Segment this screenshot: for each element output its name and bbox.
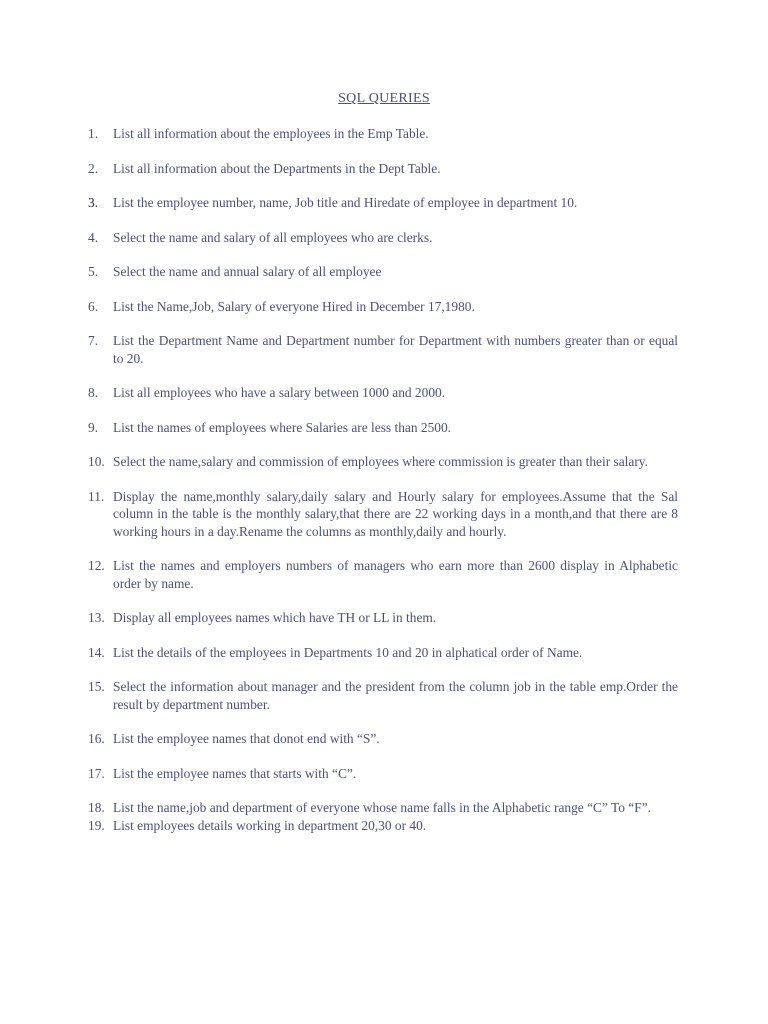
- item-number: 5.: [88, 264, 99, 279]
- item-text: List employees details working in department 20,30 or 40.: [113, 817, 427, 833]
- item-text: Select the name and salary of all employees who are clerks.: [113, 229, 433, 245]
- item-text: List the Name,Job, Salary of everyone Hired in December 17,1980.: [113, 298, 475, 314]
- page-title: SQL QUERIES: [338, 91, 430, 106]
- item-text: Display all employees names which have TH or LL in them.: [113, 610, 437, 625]
- list-item: [88, 799, 678, 817]
- item-text: List the employee names that starts with “C”.: [113, 765, 357, 781]
- item-text: List all information about the employees in the Emp Table.: [113, 126, 429, 141]
- list-item: [88, 557, 678, 592]
- list-item: [88, 678, 678, 713]
- list-item: [88, 609, 678, 627]
- item-number: 15.: [88, 679, 105, 694]
- item-number: 7.: [88, 333, 99, 348]
- item-text: List the employee number, name, Job title and Hiredate of employee in department 10.: [113, 195, 578, 210]
- item-number: 10.: [88, 454, 105, 469]
- item-text: List the details of the employees in Departments 10 and 20 in alphatical order of Name.: [113, 644, 583, 660]
- list-item: [88, 194, 678, 212]
- list-item: [88, 453, 678, 471]
- item-text: List all information about the Departments in the Dept Table.: [113, 160, 441, 176]
- item-number: 8.: [88, 385, 99, 400]
- list-item: [88, 419, 678, 437]
- list-item: [88, 298, 678, 316]
- list-item: [88, 488, 678, 541]
- item-text: List the names of employees where Salaries are less than 2500.: [113, 419, 452, 435]
- item-number: 18.: [88, 800, 105, 815]
- item-number: 11.: [88, 488, 105, 504]
- item-text: Select the name and annual salary of all employee: [113, 264, 382, 279]
- item-number: 12.: [88, 558, 105, 573]
- item-number: 17.: [88, 765, 105, 781]
- list-item: [88, 384, 678, 402]
- item-number: 3.: [88, 195, 99, 210]
- list-item: [88, 263, 678, 281]
- item-text: List the employee names that donot end with “S”.: [113, 731, 380, 746]
- item-text: Display the name,monthly salary,daily salary and Hourly salary for employees.Assume that the Sal column in the table is the monthly salary,that there are 22 working days in a month,and that there are 8 working hours in a day.Rename the columns as monthly,daily and hourly.: [113, 488, 678, 539]
- list-item: [88, 332, 678, 367]
- item-number: 4.: [88, 229, 99, 245]
- list-item: [88, 765, 678, 783]
- list-item: [88, 160, 678, 178]
- item-number: 14.: [88, 644, 105, 660]
- item-number: 9.: [88, 419, 99, 435]
- item-number: 2.: [88, 160, 99, 176]
- item-text: Select the name,salary and commission of employees where commission is greater than their salary.: [113, 454, 648, 469]
- item-number: 1.: [88, 126, 99, 141]
- item-text: List the name,job and department of everyone whose name falls in the Alphabetic range “C” To “F”.: [113, 800, 651, 815]
- item-number: 16.: [88, 731, 105, 746]
- list-item: [88, 229, 678, 247]
- item-number: 6.: [88, 298, 99, 314]
- item-number: 13.: [88, 610, 105, 625]
- list-item: [88, 644, 678, 662]
- item-text: List the names and employers numbers of managers who earn more than 2600 display in Alphabetic order by name.: [113, 558, 678, 591]
- list-item: [88, 817, 678, 835]
- item-text: List the Department Name and Department number for Department with numbers greater than or equal to 20.: [113, 333, 678, 366]
- query-list: [88, 125, 678, 834]
- list-item: [88, 730, 678, 748]
- item-text: List all employees who have a salary between 1000 and 2000.: [113, 385, 446, 400]
- item-number: 19.: [88, 817, 105, 833]
- list-item: [88, 125, 678, 143]
- item-text: Select the information about manager and the president from the column job in the table emp.Order the result by department number.: [113, 679, 678, 712]
